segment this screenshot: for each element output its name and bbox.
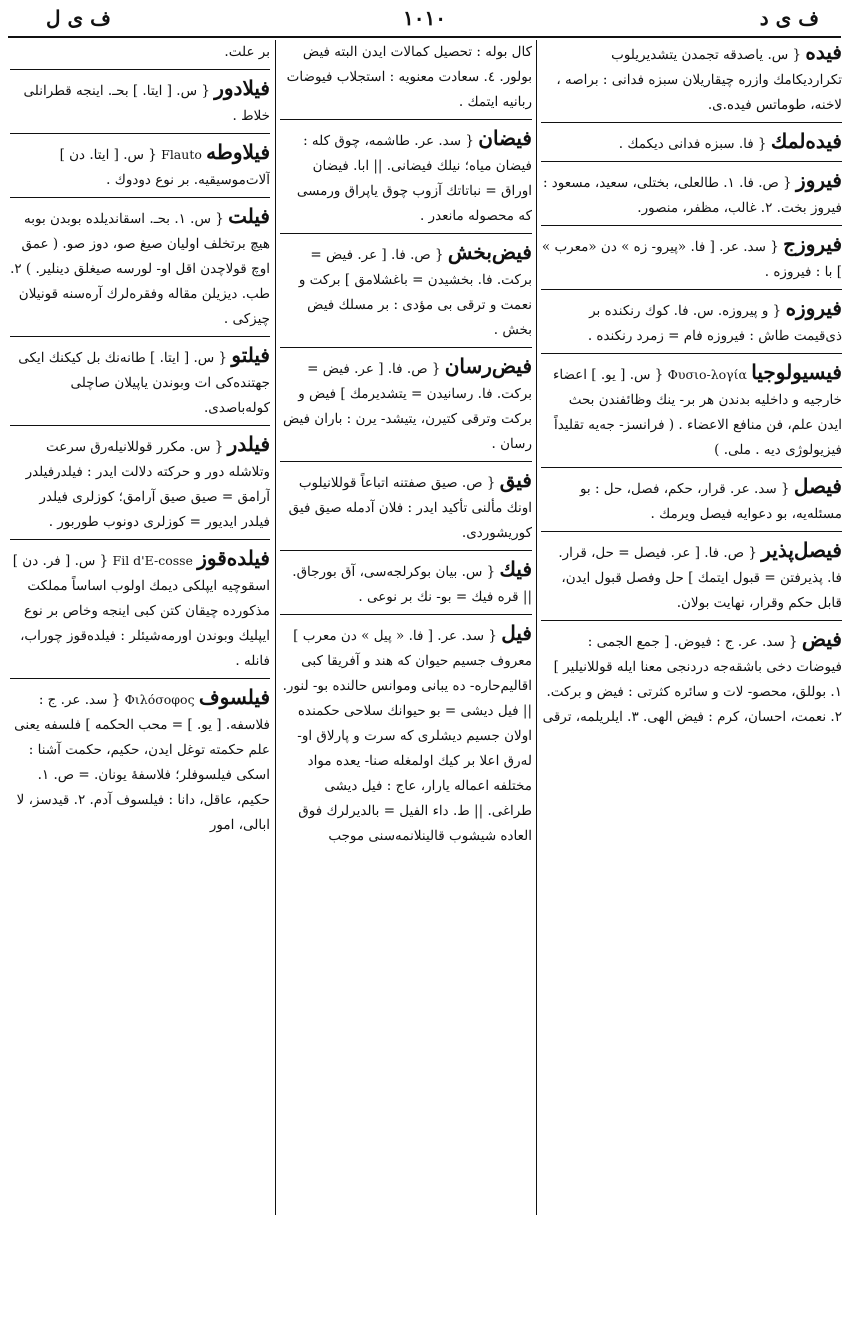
entry-headword: فيلاوطه bbox=[206, 140, 270, 164]
entry-definition: { س. [ فر. دن ] اسقوچيه ايپلكى ديمك اولوب اساساً مملكت مذكورده چيقان كتن كبى اينجه وخاص بر نوع ايپليك وبوندن اورمه‌شيئلر : فيلده‌قوز چوراب، فانله . bbox=[12, 553, 270, 669]
entry-headword: فيلسوف bbox=[198, 685, 270, 709]
entry-body bbox=[541, 360, 842, 463]
entry-body bbox=[541, 627, 842, 730]
entry-definition: بر علت. bbox=[224, 44, 270, 60]
dictionary-entry bbox=[541, 627, 842, 734]
entry-body bbox=[10, 685, 270, 838]
entry-body bbox=[280, 240, 532, 343]
entry-headword: فيسيولوجيا bbox=[751, 360, 842, 384]
entry-headword: فيلادور bbox=[214, 76, 270, 100]
page-number: ١٠١٠ bbox=[403, 6, 446, 30]
entry-headword: فيده‌لمك bbox=[770, 129, 842, 153]
dictionary-entry bbox=[10, 76, 270, 134]
header-letters-left: ف ى ل bbox=[46, 6, 111, 30]
entry-headword: فيلدر bbox=[227, 432, 270, 456]
entry-headword: فيضان bbox=[478, 126, 532, 150]
entry-definition: { س. [ يو. ] اعضاء خارجيه و داخليه بدندن هر بر- ينك وظائفندن بحث ايدن علم، فن منافع الاعضاء . ( فرانسز- جه‌يه تقليداً فيزيولوژى ديه . ملى. ) bbox=[553, 367, 842, 458]
dictionary-entry bbox=[10, 40, 270, 70]
column-left bbox=[10, 40, 270, 1215]
dictionary-entry bbox=[541, 232, 842, 290]
dictionary-entry bbox=[541, 360, 842, 468]
entry-body bbox=[10, 140, 270, 193]
entry-definition: { س. [ ايتا. دن ] آلات‌موسيقيه. بر نوع دودوك . bbox=[59, 147, 270, 188]
dictionary-entry bbox=[10, 685, 270, 842]
entry-definition: { و پيروزه. س. فا. كوك رنكنده بر ذى‌قيمت طاش : فيروزه فام = زمرد رنكنده . bbox=[587, 303, 842, 344]
entry-body bbox=[280, 126, 532, 229]
dictionary-entry bbox=[541, 296, 842, 354]
dictionary-entry bbox=[280, 468, 532, 551]
entry-etymon: Fil d'E-cosse bbox=[112, 553, 193, 568]
dictionary-entry bbox=[541, 168, 842, 226]
dictionary-entry bbox=[541, 474, 842, 532]
entry-etymon: Φυσιο-λογία bbox=[667, 367, 747, 382]
dictionary-entry bbox=[280, 126, 532, 234]
entry-body bbox=[541, 168, 842, 221]
dictionary-entry bbox=[280, 40, 532, 120]
dictionary-entry bbox=[280, 354, 532, 462]
dictionary-entry bbox=[541, 40, 842, 123]
dictionary-entry bbox=[10, 204, 270, 337]
entry-body bbox=[10, 76, 270, 129]
page-header bbox=[10, 4, 839, 34]
entry-headword: فيروز bbox=[796, 168, 842, 192]
entry-body bbox=[541, 40, 842, 118]
entry-definition: { س. مكرر قوللانيله‌رق سرعت وتلاشله دور و حركته دلالت ايدر : فيلدرفيلدر آرامق = صيق صيق آرامق؛ كوزلرى فيلدر فيلدر ايديور = كوزلرى دونوب طوربور . bbox=[25, 439, 270, 530]
entry-headword: فيلده‌قوز bbox=[197, 546, 270, 570]
entry-headword: فيض‌رسان bbox=[444, 354, 532, 378]
entry-headword: فيلتو bbox=[231, 343, 270, 367]
entry-body bbox=[10, 432, 270, 535]
entry-body bbox=[541, 296, 842, 349]
entry-headword: فيك bbox=[499, 557, 532, 581]
header-rule bbox=[8, 36, 841, 38]
entry-definition: { س. [ ايتا. ] طانه‌نك بل كيكنك ايكى جهتنده‌كى ات وبوندن ياپيلان صاچلى كوله‌باصدى. bbox=[18, 350, 270, 416]
column-middle bbox=[280, 40, 532, 1215]
column-right bbox=[541, 40, 842, 1215]
dictionary-entry bbox=[10, 343, 270, 426]
column-divider bbox=[275, 40, 276, 1215]
entry-definition: { ص. صيق صفتنه اتباعاً قوللانيلوب اونك مألنى تأكيد ايدر : فلان آدمله صيق فيق كوريشوردى. bbox=[288, 475, 532, 541]
entry-definition: { سد. عر. ج : فلاسفه. [ يو. ] = محب الحكمه ] فلسفه يعنى علم حكمته توغل ايدن، حكيم، حكمت آشنا : اسكى فيلسوفلر؛ فلاسفهٔ يونان. = ص. ١. حكيم، عاقل، دانا : فيلسوف آدم. ٢. قيدسز، لا ابالى، امور bbox=[14, 692, 270, 833]
entry-headword: فيده bbox=[805, 40, 842, 64]
entry-definition: كال بوله : تحصيل كمالات ايدن البته فيض بولور. ٤. سعادت معنويه : استجلاب فيوضات ربانيه ايتمك . bbox=[286, 44, 532, 110]
entry-body bbox=[541, 232, 842, 285]
entry-body bbox=[10, 343, 270, 421]
entry-body bbox=[280, 621, 532, 849]
dictionary-entry bbox=[541, 129, 842, 162]
column-divider bbox=[536, 40, 537, 1215]
header-letters-right: ف ى د bbox=[759, 6, 819, 30]
entry-definition: { ص. فا. [ عر. فيصل = حل، قرار. فا. پذيرفتن = قبول ايتمك ] حل وفصل قبول ايدن، قابل حكم وقرار، نهايت بولان. bbox=[558, 545, 842, 611]
entry-definition: { سد. عر. [ فا. « پيل » دن معرب ] معروف جسيم حيوان كه هند و آفريقا كبى اقاليم‌حاره- ده يبانى وموانس حالنده بو- لنور. || فيل ديشى = بو حيوانك سلاحى حكمنده اولان جسيم ديشلرى كه سرت و پارلاق او- لەرق اعلا بر كيك اولمغله صنا- يعده مواد مختلفه اعماله يارار، عاج : فيل ديشى طراغى. || ط. داء الفيل = بالديرلرك فوق العاده شيشوب قالينلانمه‌سنى موجب bbox=[282, 628, 532, 844]
entry-headword: فيروزج bbox=[783, 232, 842, 256]
entry-headword: فيروزه bbox=[785, 296, 842, 320]
entry-body bbox=[541, 474, 842, 527]
entry-body bbox=[541, 129, 842, 157]
entry-body bbox=[280, 468, 532, 546]
entry-headword: فيض bbox=[801, 627, 842, 651]
entry-definition: { سد. عر. قرار، حكم، فصل، حل : بو مسئله‌يه، بو دعوايه فيصل ويرمك . bbox=[579, 481, 842, 522]
entry-body bbox=[10, 204, 270, 332]
dictionary-entry bbox=[280, 557, 532, 615]
entry-headword: فيل bbox=[501, 621, 532, 645]
dictionary-entry bbox=[280, 621, 532, 853]
entry-headword: فيض‌بخش bbox=[447, 240, 532, 264]
dictionary-entry bbox=[10, 140, 270, 198]
entry-definition: { س. [ ايتا. ] بحـ. اينجه قطرانلى خلاط . bbox=[23, 83, 270, 124]
entry-body bbox=[280, 557, 532, 610]
entry-definition: { ص. فا. [ عر. فيض = بركت. فا. بخشيدن = باغشلامق ] بركت و نعمت و ترقى بى مؤدى : بر مسلك فيض بخش . bbox=[298, 247, 532, 338]
entry-etymon: Flauto bbox=[161, 147, 202, 162]
dictionary-entry bbox=[280, 240, 532, 348]
dictionary-entry bbox=[10, 546, 270, 679]
dictionary-entry bbox=[541, 538, 842, 621]
entry-definition: { س. ياصدقه تجمدن يتشديريلوب تكراردیکامك وازره چيقاريلان سبزه فدانى : براصه ، لاخنه، طوماتس فيده.ى. bbox=[556, 47, 842, 113]
entry-definition: { ص. فا. ١. طالعلى، بختلى، سعيد، مسعود : فيروز بخت. ٢. غالب، مظفر، منصور. bbox=[542, 175, 842, 216]
entry-definition: { فا. سبزه فدانى ديكمك . bbox=[618, 136, 767, 152]
entry-headword: فيق bbox=[499, 468, 532, 492]
entry-headword: فيصل bbox=[793, 474, 842, 498]
entry-definition: { ص. فا. [ عر. فيض = بركت. فا. رسانيدن = يتشديرمك ] فيض و بركت وترقى كتيرن، يتيشد- يرن : باران فيض رسان . bbox=[282, 361, 532, 452]
entry-body bbox=[10, 40, 270, 65]
entry-definition: { سد. عر. طاشمه، چوق كله : فيضان مياه؛ نيلك فيضانى. || ابا. فيضان اوراق = نباتاتك آزوب چوق ياپراق ورمسى كه محصوله مانعدر . bbox=[296, 133, 532, 224]
entry-body bbox=[280, 354, 532, 457]
entry-definition: { س. ١. بحـ. اسقانديلده بوبدن بوبه هيچ برتخلف اوليان صيغ صو، دوز صو. ( عمق اوچ قولاچدن اقل او- لورسه صيغلق دينلير. ) ٢. طب. ديزيلن مقاله وفقره‌لرك آره‌سنه قونيلان چيزكى . bbox=[10, 211, 270, 327]
entry-definition: { سد. عر. [ فا. «پيرو- زه » دن «معرب » ] با : فيروزه . bbox=[541, 239, 842, 280]
entry-body bbox=[10, 546, 270, 674]
dictionary-entry bbox=[10, 432, 270, 540]
entry-definition: { س. بيان بوكرلجه‌سى، آق بورجاق. || قره فيك = بو- نك بر نوعى . bbox=[292, 564, 532, 605]
entry-body bbox=[541, 538, 842, 616]
entry-etymon: Φιλόσοφος bbox=[124, 692, 195, 707]
entry-definition: { سد. عر. ج : فيوض. [ جمع الجمى : فيوضات دخى باشقه‌جه دردنجى معنا ايله قوللانيلير ] ١. بوللق، محصو- لات و سائره كثرتى : فيض و بركت. ٢. نعمت، احسان، كرم : فيض الهى. ٣. ايلريلمه، ترقى bbox=[542, 634, 842, 725]
entry-headword: فيصل‌پذير bbox=[761, 538, 842, 562]
entry-body bbox=[280, 40, 532, 115]
entry-headword: فيلت bbox=[228, 204, 270, 228]
